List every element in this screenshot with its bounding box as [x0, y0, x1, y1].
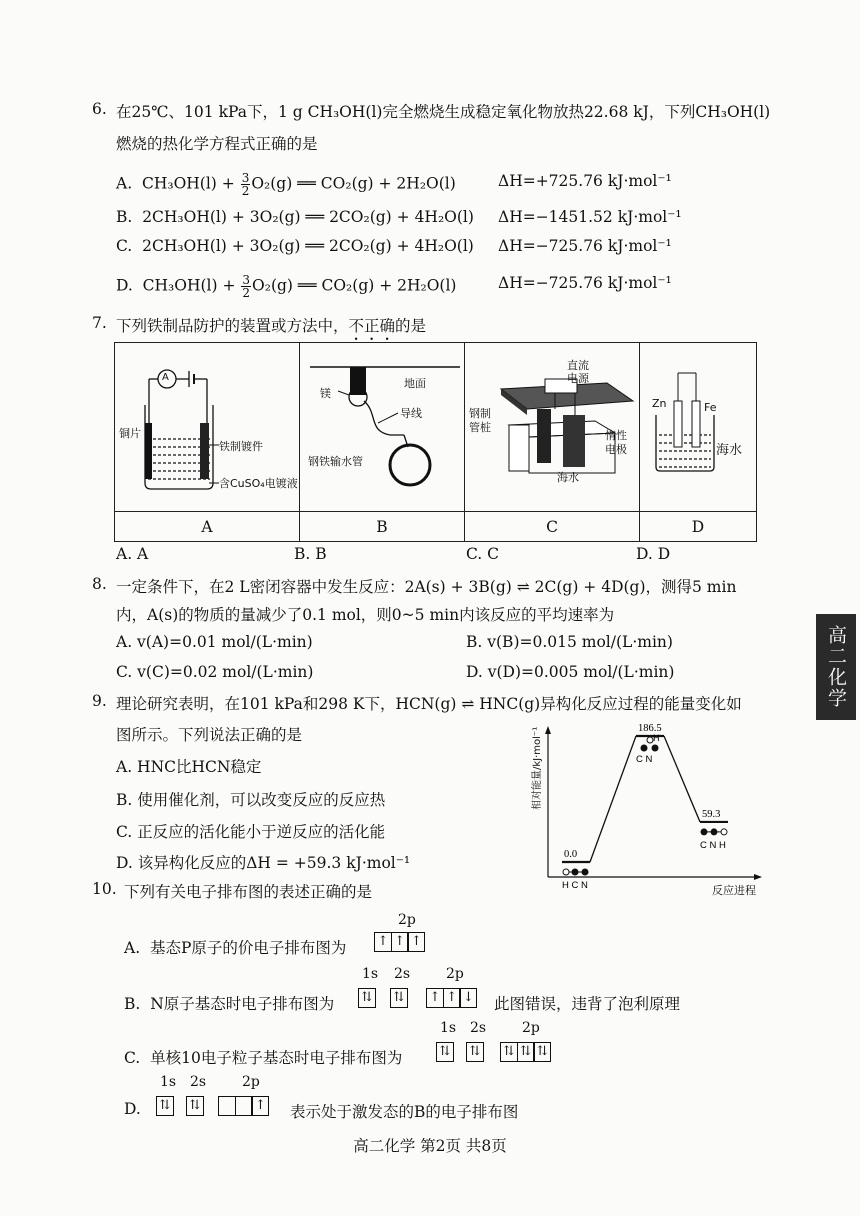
q9-option-c: C. 正反应的活化能小于逆反应的活化能 [116, 823, 386, 841]
q7-col-label-d: D [640, 512, 757, 542]
atom-h [721, 829, 727, 835]
subject-side-tab: 高二化学 [816, 614, 856, 720]
orbital-box: ↑ [391, 932, 409, 952]
orbital-box: ↓ [459, 988, 477, 1008]
species-label-1: H C N [562, 880, 588, 891]
galvanic-cell-diagram [640, 343, 756, 507]
q10-d-tail: 表示处于激发态的B的电子排布图 [290, 1103, 519, 1121]
orbital-box: ↑ [443, 988, 461, 1008]
q6-option-d-rhs: O₂(g) ══ CO₂(g) + 2H₂O(l) [252, 276, 457, 295]
orbital-box: ↑ [426, 988, 444, 1008]
q9-option-d: D. 该异构化反应的ΔH = +59.3 kJ·mol⁻¹ [116, 854, 411, 872]
q10-c-2s-label: 2s [470, 1020, 487, 1036]
q8-stem-line1: 一定条件下，在2 L密闭容器中发生反应：2A(s) + 3B(g) ⇌ 2C(g) + 4D(g)，测得5 min [116, 578, 737, 596]
orbital-box: ⇅ [500, 1042, 518, 1062]
q10-d-2s-box [186, 1096, 203, 1116]
q10-option-c [124, 1046, 402, 1068]
q6-option-d-lhs: CH₃OH(l) + [142, 276, 236, 295]
energy-profile-svg [526, 722, 766, 894]
orbital-box: ⇅ [517, 1042, 535, 1062]
q6-option-a-label: A. [116, 174, 133, 193]
atom-c [572, 869, 579, 876]
q10-c-label: C. [124, 1049, 141, 1067]
q10-b-tail: 此图错误，违背了泡利原理 [494, 995, 681, 1013]
species-label-3: C N H [700, 839, 726, 851]
q6-option-d-label: D. [116, 276, 133, 295]
atom-h [563, 869, 569, 875]
q7-col-label-b: B [300, 512, 465, 542]
q10-c-text: 单核10电子粒子基态时电子排布图为 [150, 1049, 403, 1067]
q9-stem-line2: 图所示。下列说法正确的是 [116, 726, 303, 744]
q7-option-c: C. C [466, 545, 500, 563]
q10-stem: 下列有关电子排布图的表述正确的是 [124, 883, 373, 901]
q10-a-label: A. [124, 939, 141, 957]
inert-electrode-label-2: 电极 [605, 443, 627, 456]
q6-option-c [116, 237, 474, 255]
impressed-current-diagram [465, 343, 639, 507]
q7-option-b: B. B [294, 545, 327, 563]
orbital-box: ⇅ [390, 988, 408, 1008]
orbital-box: ↑ [251, 1096, 269, 1116]
q6-option-b-label: B. [116, 208, 133, 226]
q10-d-2s-label: 2s [190, 1074, 207, 1090]
q10-d-label: D. [124, 1100, 141, 1118]
q10-b-2p-boxes [426, 988, 476, 1008]
q10-b-2s-box [390, 988, 407, 1008]
q10-b-1s-box [358, 988, 375, 1008]
q8-option-b: B. v(B)=0.015 mol/(L·min) [466, 633, 673, 651]
q9-option-a: A. HNC比HCN稳定 [116, 758, 262, 776]
sacrificial-anode-diagram [300, 343, 464, 507]
q9-number: 9. [92, 692, 107, 710]
q7-col-label-c: C [465, 512, 640, 542]
q9-stem-line1: 理论研究表明，在101 kPa和298 K下，HCN(g) ⇌ HNC(g)异构化反应过程的能量变化如 [116, 695, 742, 713]
page-footer: 高二化学 第2页 共8页 [353, 1137, 507, 1155]
q6-stem-line1: 在25℃、101 kPa下，1 g CH₃OH(l)完全燃烧生成稳定氧化物放热22.68 kJ，下列CH₃OH(l) [116, 103, 771, 121]
q10-c-2p-label: 2p [522, 1020, 540, 1036]
q7-fig-d [640, 343, 757, 512]
q7-number: 7. [92, 314, 107, 332]
q6-option-a-lhs: CH₃OH(l) + [141, 174, 235, 193]
q6-option-b-dh: ΔH=−1451.52 kJ·mol⁻¹ [498, 208, 682, 226]
atom-n [711, 828, 718, 835]
q7-col-label-a: A [115, 512, 300, 542]
seawater-label-c: 海水 [557, 471, 579, 484]
q8-option-a: A. v(A)=0.01 mol/(L·min) [116, 633, 313, 651]
species-label-2: C N [636, 754, 653, 765]
iron-plating-label: 铁制镀件 [219, 440, 263, 453]
energy-value-label-1: 0.0 [564, 849, 578, 860]
ground-label: 地面 [404, 377, 426, 390]
copper-label: 铜片 [119, 427, 141, 440]
q7-option-a: A. A [116, 545, 149, 563]
magnesium-label: 镁 [320, 387, 331, 400]
q8-option-d: D. v(D)=0.005 mol/(L·min) [466, 663, 675, 681]
x-axis-arrow [754, 874, 762, 880]
energy-profile-chart [526, 722, 766, 897]
ts-h-label: H [653, 733, 660, 743]
q10-d-2p-label: 2p [242, 1074, 260, 1090]
q6-option-b-equation: 2CH₃OH(l) + 3O₂(g) ══ 2CO₂(g) + 4H₂O(l) [142, 208, 474, 226]
q7-stem-emphasis: 不正确 [348, 317, 396, 335]
orbital-box: ⇅ [466, 1042, 484, 1062]
q6-option-b [116, 208, 474, 226]
q10-d-1s-label: 1s [160, 1074, 177, 1090]
orbital-box: ⇅ [186, 1096, 204, 1116]
steel-pile-label-2: 管桩 [469, 421, 491, 434]
y-axis-arrow [545, 726, 551, 734]
q6-option-a [116, 172, 456, 197]
q10-c-1s-box [436, 1042, 453, 1062]
q10-number: 10. [92, 880, 117, 898]
orbital-box: ⇅ [156, 1096, 174, 1116]
ammeter-label: A [162, 372, 169, 383]
q7-option-d: D. D [636, 545, 671, 563]
q8-stem-line2: 内，A(s)的物质的量减少了0.1 mol，则0~5 min内该反应的平均速率为 [116, 606, 615, 624]
q7-stem-c: 的是 [395, 317, 427, 335]
steel-pile-label-1: 钢制 [469, 407, 491, 420]
inert-electrode-label-1: 惰性 [605, 429, 627, 442]
energy-value-label-2: 186.5 [638, 723, 662, 734]
q6-option-c-label: C. [116, 237, 133, 255]
q10-b-2p-label: 2p [446, 966, 464, 982]
atom-n [582, 869, 589, 876]
q10-b-text: N原子基态时电子排布图为 [150, 995, 335, 1013]
x-axis-label: 反应进程 [712, 884, 756, 897]
q10-c-1s-label: 1s [440, 1020, 457, 1036]
q6-option-d-dh: ΔH=−725.76 kJ·mol⁻¹ [498, 274, 672, 292]
q7-fig-a [115, 343, 300, 512]
orbital-box: ↑ [407, 932, 425, 952]
orbital-box [235, 1096, 253, 1116]
q7-stem [116, 314, 426, 344]
q10-option-a [124, 936, 346, 958]
wire-label: 导线 [400, 407, 422, 420]
q10-d-2p-boxes [218, 1096, 268, 1116]
q10-b-2s-label: 2s [394, 966, 411, 982]
q6-option-d [116, 274, 456, 299]
q6-number: 6. [92, 100, 107, 118]
energy-connector-1 [590, 736, 636, 862]
q10-c-2p-boxes [500, 1042, 550, 1062]
y-axis-label: 相对能量/kJ·mol⁻¹ [532, 726, 543, 810]
q8-number: 8. [92, 575, 107, 593]
q10-b-label: B. [124, 995, 141, 1013]
dc-label-1: 直流 [567, 359, 589, 372]
q10-option-b [124, 992, 334, 1014]
fraction: $\frac{3}{2}$ [241, 171, 250, 198]
q10-a-2p-label: 2p [398, 912, 416, 928]
q7-fig-b [300, 343, 465, 512]
q6-option-a-rhs: O₂(g) ══ CO₂(g) + 2H₂O(l) [251, 174, 456, 193]
cuso4-solution-label: 含CuSO₄电镀液 [219, 477, 298, 490]
q9-option-b: B. 使用催化剂，可以改变反应的反应热 [116, 791, 386, 809]
orbital-box: ⇅ [358, 988, 376, 1008]
seawater-label-d: 海水 [716, 443, 743, 458]
steel-pipe-label: 钢铁输水管 [308, 455, 363, 468]
q8-option-c: C. v(C)=0.02 mol/(L·min) [116, 663, 314, 681]
iron-label: Fe [704, 401, 717, 414]
orbital-box: ↑ [374, 932, 392, 952]
q10-c-2s-box [466, 1042, 483, 1062]
atom-n [652, 745, 659, 752]
orbital-box [218, 1096, 236, 1116]
q10-d-1s-box [156, 1096, 173, 1116]
energy-connector-2 [664, 736, 700, 822]
q10-a-text: 基态P原子的价电子排布图为 [149, 939, 347, 957]
q10-a-2p-boxes [374, 932, 424, 952]
q6-option-c-equation: 2CH₃OH(l) + 3O₂(g) ══ 2CO₂(g) + 4H₂O(l) [142, 237, 474, 255]
q7-fig-c [465, 343, 640, 512]
fraction: $\frac{3}{2}$ [242, 273, 251, 300]
energy-value-label-3: 59.3 [702, 808, 721, 820]
q6-option-a-dh: ΔH=+725.76 kJ·mol⁻¹ [498, 172, 672, 190]
atom-c [641, 745, 648, 752]
q7-stem-a: 下列铁制品防护的装置或方法中， [116, 317, 349, 335]
q6-stem-line2: 燃烧的热化学方程式正确的是 [116, 135, 318, 153]
orbital-box: ⇅ [533, 1042, 551, 1062]
q10-b-1s-label: 1s [362, 966, 379, 982]
orbital-box: ⇅ [436, 1042, 454, 1062]
q6-option-c-dh: ΔH=−725.76 kJ·mol⁻¹ [498, 237, 672, 255]
dc-label-2: 电源 [567, 372, 589, 385]
q7-figure-table [114, 342, 757, 542]
zinc-label: Zn [652, 397, 667, 410]
